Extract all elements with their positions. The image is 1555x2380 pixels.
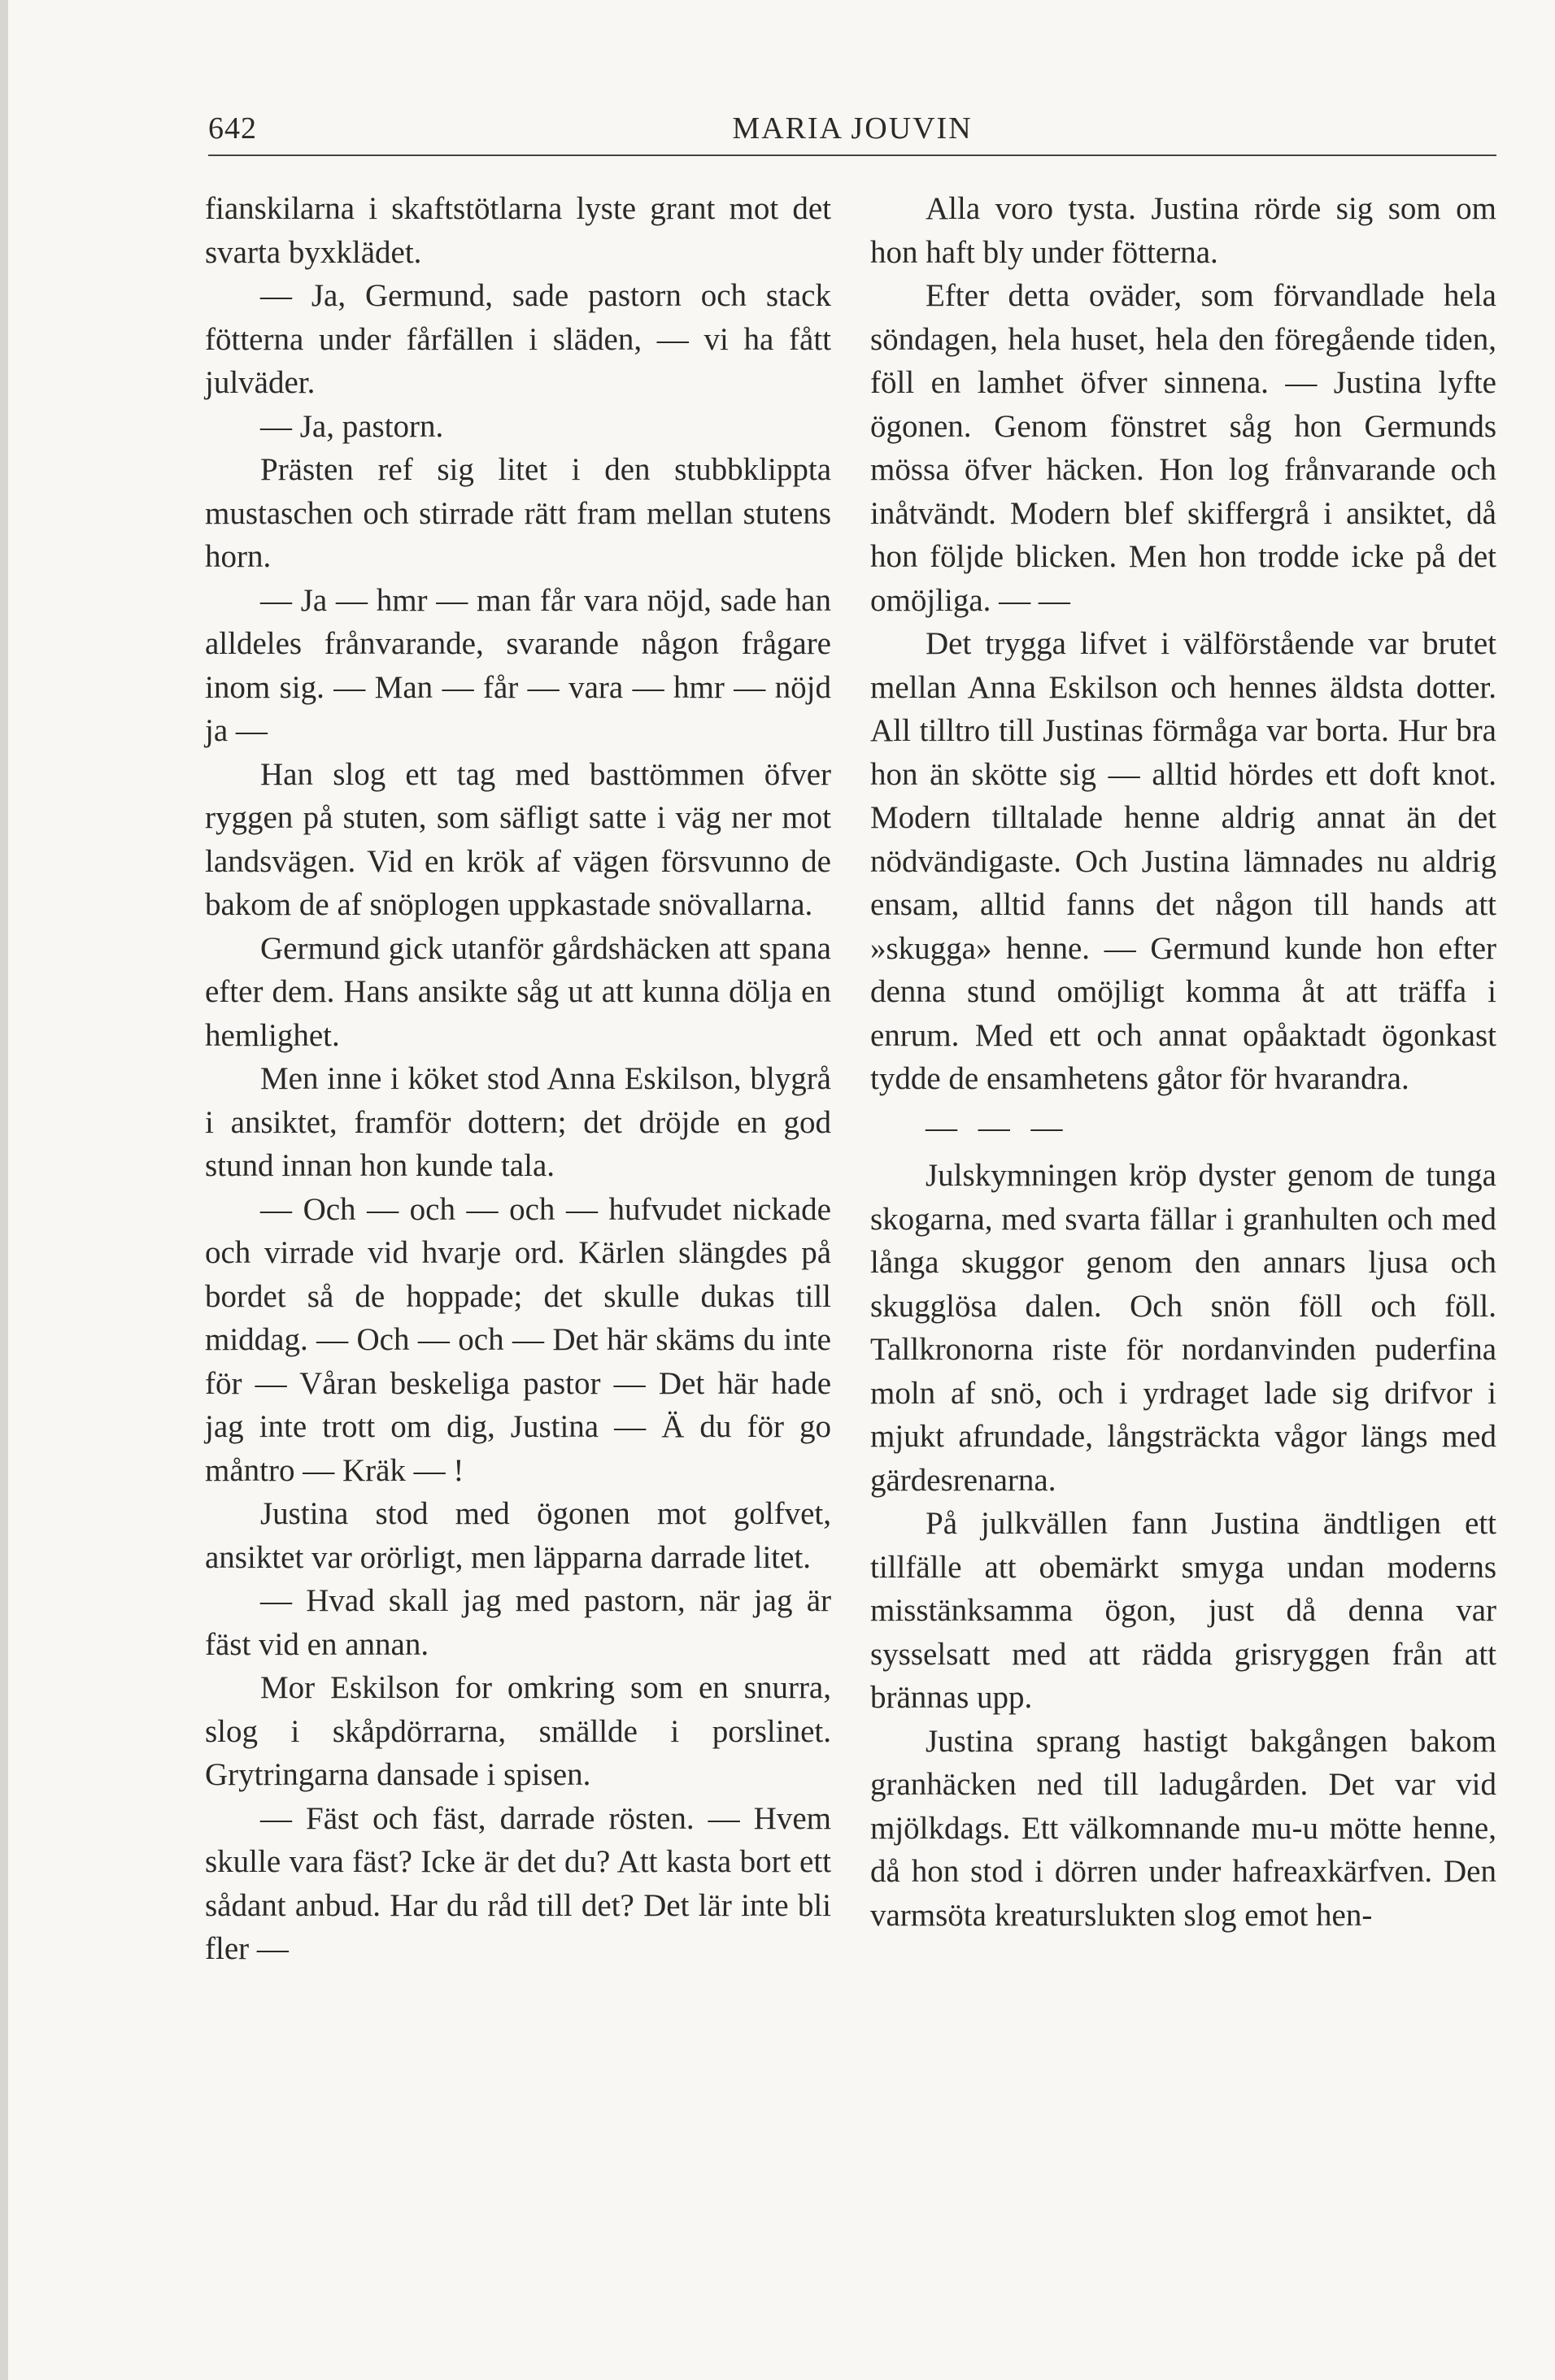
paragraph: Men inne i köket stod Anna Eskilson, blygrå i ansiktet, framför dottern; det dröjde en god stund innan hon kunde tala.	[205, 1061, 831, 1183]
paragraph: Efter detta oväder, som förvandlade hela söndagen, hela huset, hela den föregående tiden, föll en lamhet öfver sinnena. — Justina lyfte ögonen. Genom fönstret såg hon Germunds mössa öfver häcken. Hon log frånvarande och inåtvändt. Modern blef skiffergrå i ansiktet, då hon följde blicken. Men hon trodde icke på det omöjliga. — —	[870, 278, 1496, 618]
scan-edge	[0, 0, 8, 2380]
running-title: MARIA JOUVIN	[732, 111, 973, 146]
paragraph: — Ja, pastorn.	[260, 408, 444, 444]
right-column	[870, 187, 1496, 1937]
paragraph: — Fäst och fäst, darrade rösten. — Hvem skulle vara fäst? Icke är det du? Att kasta bort ett sådant anbud. Har du råd till det? Det lär inte bli fler —	[205, 1800, 831, 1966]
paragraph: Julskymningen kröp dyster genom de tunga skogarna, med svarta fällar i granhulten och med långa skuggor genom den annars ljusa och skugglösa dalen. Och snön föll och föll. Tallkronorna riste för nordanvinden puderfina moln af snö, och i yrdraget lade sig drifvor i mjukt afrundade, långsträckta vågor längs med gärdesrenarna.	[870, 1158, 1496, 1498]
paragraph: Germund gick utanför gårdshäcken att spana efter dem. Hans ansikte såg ut att kunna dölja en hemlighet.	[205, 930, 831, 1053]
section-separator: — — —	[926, 1109, 1069, 1145]
paragraph: fianskilarna i skaftstötlarna lyste grant mot det svarta byxklädet.	[205, 191, 831, 270]
paragraph: Alla voro tysta. Justina rörde sig som om hon haft bly under fötterna.	[870, 191, 1496, 270]
header-rule	[208, 154, 1496, 156]
paragraph: Det trygga lifvet i välförstående var brutet mellan Anna Eskilson och hennes äldsta dotter. All tilltro till Justinas förmåga var borta. Hur bra hon än skötte sig — alltid hördes ett doft knot. Modern tilltalade henne aldrig annat än det nödvändigaste. Och Justina lämnades nu aldrig ensam, alltid fanns det någon till hands att »skugga» henne. — Germund kunde hon efter denna stund omöjligt komma åt att träffa i enrum. Med ett och annat opåaktadt ögonkast tydde de ensamhetens gåtor för hvarandra.	[870, 626, 1496, 1096]
paragraph: — Hvad skall jag med pastorn, när jag är fäst vid en annan.	[205, 1583, 831, 1662]
page-header	[208, 104, 1496, 153]
paragraph: — Och — och — och — hufvudet nickade och virrade vid hvarje ord. Kärlen slängdes på bordet så de hoppade; det skulle dukas till middag. — Och — och — Det här skäms du inte för — Våran beskeliga pastor — Det här hade jag inte trott om dig, Justina — Ä du för go måntro — Kräk — !	[205, 1191, 831, 1488]
paragraph: Mor Eskilson for omkring som en snurra, slog i skåpdörrarna, smällde i porslinet. Grytringarna dansade i spisen.	[205, 1670, 831, 1792]
paragraph: Justina sprang hastigt bakgången bakom granhäcken ned till ladugården. Det var vid mjölkdags. Ett välkomnande mu-u mötte henne, då hon stod i dörren under hafreaxkärfven. Den varmsöta kreaturslukten slog emot hen-	[870, 1723, 1496, 1933]
left-column	[205, 187, 831, 1971]
page-number: 642	[208, 111, 257, 146]
paragraph: På julkvällen fann Justina ändtligen ett tillfälle att obemärkt smyga undan moderns misstänksamma ögon, just då denna var sysselsatt med att rädda grisryggen från att brännas upp.	[870, 1506, 1496, 1715]
paragraph: Prästen ref sig litet i den stubbklippta mustaschen och stirrade rätt fram mellan stutens horn.	[205, 452, 831, 574]
paragraph: Han slog ett tag med basttömmen öfver ryggen på stuten, som säfligt satte i väg ner mot landsvägen. Vid en krök af vägen försvunno de bakom de af snöplogen uppkastade snövallarna.	[205, 756, 831, 922]
paragraph: — Ja, Germund, sade pastorn och stack fötterna under fårfällen i släden, — vi ha fått julväder.	[205, 278, 831, 400]
paragraph: Justina stod med ögonen mot golfvet, ansiktet var orörligt, men läpparna darrade litet.	[205, 1496, 831, 1575]
paragraph: — Ja — hmr — man får vara nöjd, sade han alldeles frånvarande, svarande någon frågare inom sig. — Man — får — vara — hmr — nöjd ja —	[205, 582, 831, 748]
